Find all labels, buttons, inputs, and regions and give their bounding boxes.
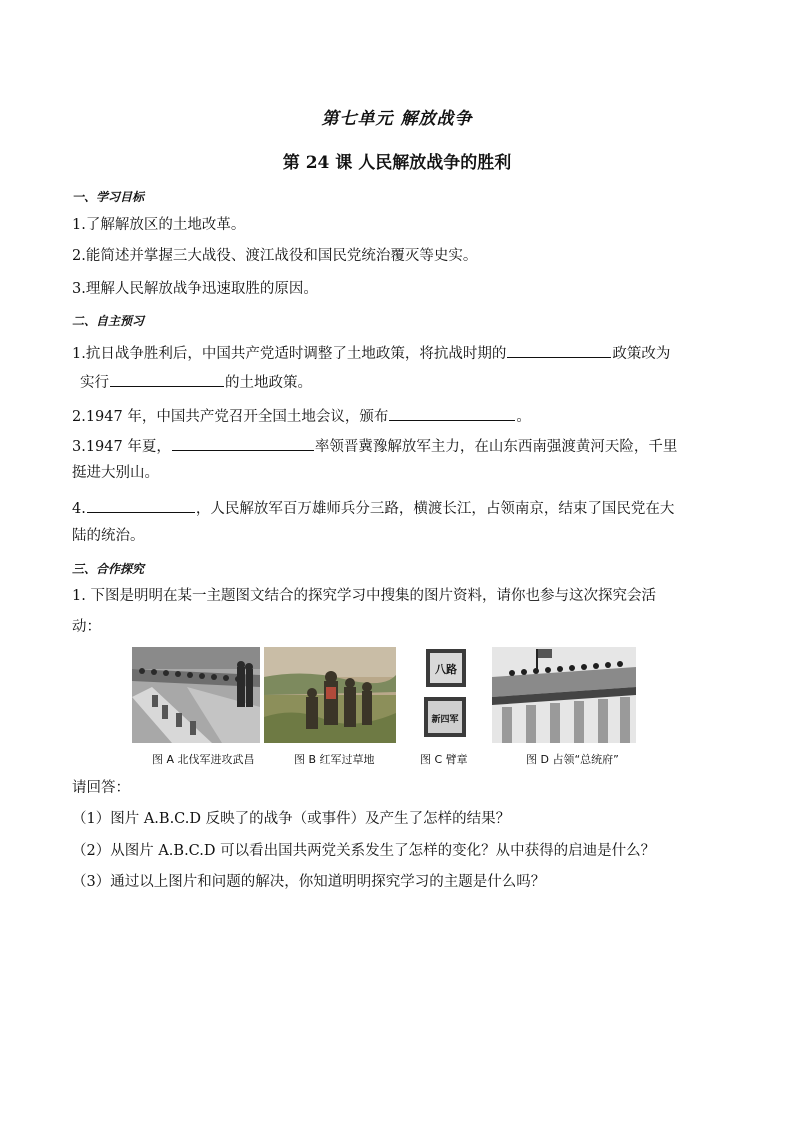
unit-title: 第七单元 解放战争 [321,109,473,129]
lesson-title: 第 24 课 人民解放战争的胜利 [282,153,512,173]
sub-question-2: （2）从图片 A.B.C.D 可以看出国共两党关系发生了怎样的变化？从中获得的启迪是什么？ [72,843,656,859]
sub-question-3: （3）通过以上图片和问题的解决，你知道明明探究学习的主题是什么吗？ [72,874,546,890]
figure-d-caption: 图 D 占领“总统府” [526,753,619,766]
armbands-image [420,647,470,743]
question-text: 率领晋冀豫解放军主力，在山东西南强渡黄河天险，千里 [314,439,678,455]
figure-b-caption: 图 B 红军过草地 [294,753,375,766]
fill-blank-5[interactable] [87,497,195,513]
preview-question-3-line-2: 挺进大别山。 [72,465,159,481]
answer-prompt: 请回答： [72,780,130,796]
preview-question-4-line-1 [72,497,722,519]
question-text: 实行 [80,375,109,391]
question-text: 。 [516,409,531,425]
goal-item-2: 2.能简述并掌握三大战役、渡江战役和国民党统治覆灭等史实。 [72,248,478,264]
preview-question-1-line-2 [80,371,730,393]
question-text: 3.1947 年夏， [72,439,171,455]
figure-a-caption: 图 A 北伐军进攻武昌 [152,753,255,766]
fill-blank-3[interactable] [389,405,515,421]
figure-a [132,647,260,766]
preview-question-3-line-1 [72,435,722,457]
preview-question-2 [72,405,722,427]
inquiry-question-1-line-1: 1. 下图是明明在某一主题图文结合的探究学习中搜集的图片资料，请你也参与这次探究会活 [72,588,656,604]
question-text: 政策改为 [612,346,671,362]
armband-top-text: 八路 [435,663,457,676]
fill-blank-2[interactable] [110,371,224,387]
figure-c-caption: 图 C 臂章 [420,753,468,766]
presidential-palace-photo [492,647,636,743]
figure-c [420,647,470,766]
question-text: 2.1947 年，中国共产党召开全国土地会议，颁布 [72,409,389,425]
section-heading-preview: 二、自主预习 [72,314,145,328]
inquiry-question-1-line-2: 动： [72,619,101,635]
question-text: ，人民解放军百万雄师兵分三路，横渡长江，占领南京，结束了国民党在大 [195,501,675,517]
question-text: 1.抗日战争胜利后，中国共产党适时调整了土地政策，将抗战时期的 [72,346,507,362]
fill-blank-4[interactable] [172,435,314,451]
armband-bottom-text: 新四军 [431,715,459,725]
section-heading-goals: 一、学习目标 [72,190,145,204]
preview-question-4-line-2: 陆的统治。 [72,528,145,544]
section-heading-inquiry: 三、合作探究 [72,562,145,576]
fill-blank-1[interactable] [507,342,611,358]
question-text: 4. [72,501,86,517]
red-army-grassland-painting [264,647,396,743]
question-text: 的土地政策。 [225,375,312,391]
figure-d [492,647,636,766]
goal-item-1: 1.了解解放区的土地改革。 [72,217,246,233]
northern-expedition-photo [132,647,260,743]
sub-question-1: （1）图片 A.B.C.D 反映了的战争（或事件）及产生了怎样的结果？ [72,811,511,827]
preview-question-1-line-1 [72,342,722,364]
figure-b [264,647,396,766]
goal-item-3: 3.理解人民解放战争迅速取胜的原因。 [72,281,318,297]
